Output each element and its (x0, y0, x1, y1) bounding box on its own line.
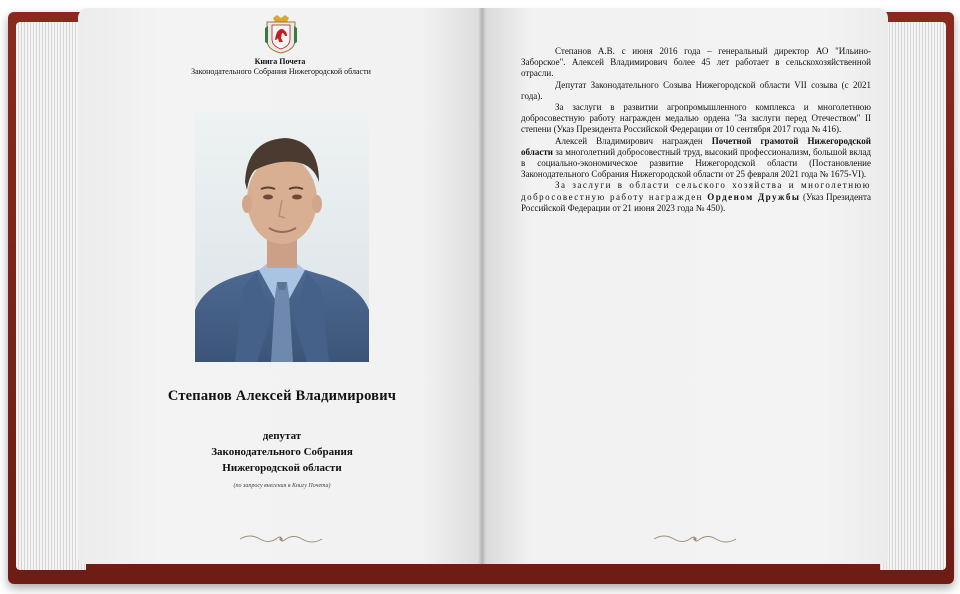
book-title: Книга Почета (254, 57, 306, 66)
bio-text: За заслуги в развитии агропромышленного комплекса и многолетнюю добросовестную работу награжден медалью ордена "За заслуги перед Отечеством" II степени (Указ Президента Российской Федерации от 10 сентября 2017 года № 416). (521, 102, 871, 135)
bio-text: За заслуги в области сельского хозяйства и многолетнюю добросовестную работу награжден (521, 180, 871, 202)
flourish-ornament-icon (238, 532, 324, 546)
role-line: депутат (262, 430, 302, 442)
award-name: Орденом Дружбы (707, 191, 801, 202)
person-name: Степанов Алексей Владимирович (167, 388, 397, 404)
bio-text: Степанов А.В. с июня 2016 года – генеральный директор АО "Ильино-Заборское". Алексей Владимирович более 45 лет работает в сельскохозяйственной отрасли. (521, 46, 871, 79)
bio-paragraph (521, 136, 871, 181)
bio-paragraph (521, 102, 871, 136)
coat-of-arms-icon (263, 14, 299, 54)
portrait-photo (195, 112, 369, 362)
bio-text: за многолетний добросовестный труд, высокий профессионализм, большой вклад в социально-экономическое развитие Нижегородской области (Постановление Законодательного Собрания Нижегородской области от 25 февраля 2021 года № 1675-VI). (521, 146, 871, 180)
page-edges-left (16, 22, 86, 570)
bio-text: (Указ Президента Российской Федерации от 21 июня 2023 года № 450). (521, 191, 871, 213)
award-name: Почетной грамотой Нижегородской области (521, 135, 871, 157)
book-subtitle: Законодательного Собрания Нижегородской области (191, 67, 371, 76)
bio-paragraph (521, 180, 871, 214)
page-edges-right (880, 22, 946, 570)
role-line: Законодательного Собрания (211, 446, 353, 458)
biography-text (521, 46, 871, 214)
bio-paragraph (521, 46, 871, 80)
flourish-ornament-icon (652, 532, 738, 546)
bio-text: Алексей Владимирович награжден (555, 135, 712, 146)
person-role (150, 428, 414, 476)
bio-text: Депутат Законодательного Созыва Нижегородской области VII созыва (с 2021 года). (521, 79, 871, 101)
role-line: Нижегородской области (222, 462, 342, 474)
book-spine (478, 8, 486, 564)
entry-note: (по запросу внесения в Книгу Почета) (233, 483, 331, 489)
bio-paragraph (521, 80, 871, 102)
